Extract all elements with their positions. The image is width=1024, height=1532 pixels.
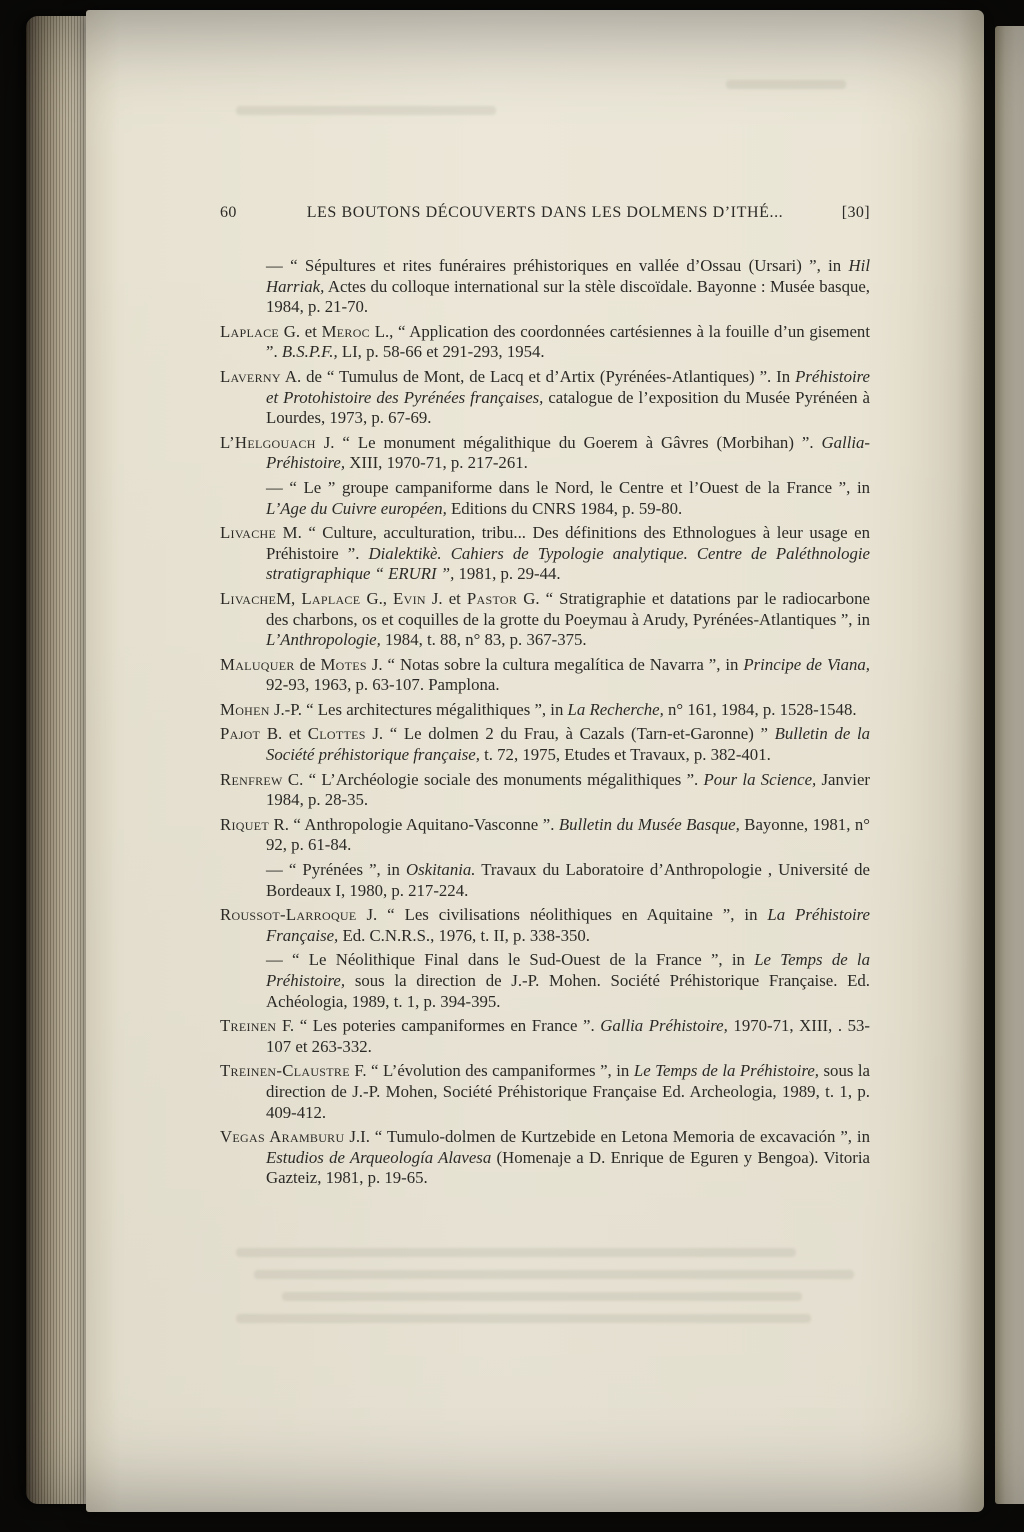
text-run: Gallia-Préhistoire, <box>266 432 870 473</box>
text-run: J. “ Les civilisations néolithiques en Aquitaine ”, in <box>356 905 768 925</box>
text-run: J. et <box>425 588 467 608</box>
text-run: Le Temps de la Préhistoire, <box>266 950 870 990</box>
page-header <box>220 204 870 222</box>
text-run: de <box>294 654 321 674</box>
text-run: Bayonne, 1981, n° 92, p. 61-84. <box>266 814 871 855</box>
text-run: F. “ Les poteries campaniformes en France ”. <box>276 1016 601 1036</box>
bibliography-entry <box>220 860 870 901</box>
bibliography-entry <box>220 367 870 429</box>
text-run: Pajot <box>220 724 261 744</box>
text-run: Riquet <box>220 814 269 834</box>
text-run: (Homenaje a D. Enrique de Eguren y Bengoa). Vitoria Gazteiz, 1981, p. 19-65. <box>266 1147 870 1188</box>
text-run: Mohen <box>220 699 270 719</box>
text-run: L’Helgouach <box>220 432 316 452</box>
text-run: J. “ Le dolmen 2 du Frau, à Cazals (Tarn-et-Garonne) ” <box>365 724 775 744</box>
text-run: La Préhistoire Française, <box>266 905 870 945</box>
text-run: M, <box>276 588 302 608</box>
text-run: 1984, t. 88, n° 83, p. 367-375. <box>380 630 587 650</box>
text-run: Motes <box>320 654 367 674</box>
bibliography-entry <box>220 770 870 811</box>
text-run: F. “ L’évolution des campaniformes ”, in <box>349 1061 634 1081</box>
showthrough-line <box>236 1314 811 1323</box>
text-run: La Recherche, <box>567 699 664 719</box>
text-run: — “ Sépultures et rites funéraires préhistoriques en vallée d’Ossau (Ursari) ”, in <box>266 256 849 275</box>
column-marker: [30] <box>841 204 870 221</box>
text-run: Clottes <box>307 724 366 744</box>
text-run: Le Temps de la Préhistoire, <box>633 1061 819 1081</box>
text-run: J.I. “ Tumulo-dolmen de Kurtzebide en Letona Memoria de excavación ”, in <box>344 1127 870 1147</box>
text-run: Bulletin du Musée Basque, <box>558 814 740 834</box>
text-run: Gallia Préhistoire, <box>600 1016 728 1036</box>
page-content <box>220 204 870 1193</box>
text-run: R. “ Anthropologie Aquitano-Vasconne ”. <box>268 814 559 834</box>
text-run: Editions du CNRS 1984, p. 59-80. <box>446 498 683 518</box>
text-run: catalogue de l’exposition du Musée Pyrénéen à Lourdes, 1973, p. 67-69. <box>266 387 870 428</box>
text-run: Laverny <box>220 366 281 386</box>
bibliography-entry <box>220 655 870 696</box>
showthrough-line <box>254 1270 854 1279</box>
text-run: G. et <box>279 321 322 341</box>
text-run: n° 161, 1984, p. 1528-1548. <box>663 699 857 719</box>
text-run: 92-93, 1963, p. 63-107. Pamplona. <box>266 675 500 695</box>
page-edges-stack <box>26 16 92 1504</box>
text-run: M. “ Culture, acculturation, tribu... Des définitions des Ethnologues à leur usage en Préhistoire ”. <box>266 523 870 563</box>
text-run: XIII, 1970-71, p. 217-261. <box>345 453 528 473</box>
text-run: L’Anthropologie, <box>266 630 381 650</box>
text-run: Pastor <box>466 588 518 608</box>
text-run: Janvier 1984, p. 28-35. <box>266 769 870 810</box>
text-run: Roussot-Larroque <box>220 905 357 925</box>
text-run: — “ Le Néolithique Final dans le Sud-Ouest de la France ”, in <box>266 950 755 970</box>
text-run: B. et <box>260 724 308 744</box>
text-run: Ed. C.N.R.S., 1976, t. II, p. 338-350. <box>338 925 590 945</box>
text-run: J.-P. “ Les architectures mégalithiques ”, in <box>269 699 568 719</box>
text-run: Livache <box>220 588 277 608</box>
text-run: — “ Pyrénées ”, in <box>266 860 406 880</box>
text-run: t. 72, 1975, Etudes et Travaux, p. 382-401. <box>479 745 771 765</box>
text-run: — “ Le ” groupe campaniforme dans le Nord, le Centre et l’Ouest de la France ”, in <box>266 477 870 497</box>
text-run: Principe de Viana, <box>743 654 870 674</box>
bibliography-entry <box>220 950 870 1012</box>
bibliography-entry <box>220 815 870 856</box>
showthrough-line <box>236 1248 796 1257</box>
text-run: G., <box>360 588 394 608</box>
text-run: 1970-71, XIII, . 53-107 et 263-332. <box>266 1016 870 1056</box>
text-run: Travaux du Laboratoire d’Anthropologie , Université de Bordeaux I, 1980, p. 217-224. <box>266 860 870 900</box>
text-run: Laplace <box>301 588 361 608</box>
bibliography-entry <box>220 433 870 474</box>
bibliography-entry <box>220 700 870 721</box>
bibliography-entry <box>220 256 870 318</box>
bibliography-entry <box>220 322 870 363</box>
text-run: Estudios de Arqueología Alavesa <box>266 1147 492 1167</box>
text-run: sous la direction de J.-P. Mohen, Société Préhistorique Française Ed. Archeologia, 1989, t. 1, p. 409-412. <box>266 1061 871 1122</box>
bibliography-entry <box>220 905 870 946</box>
text-run: G. “ Stratigraphie et datations par le radiocarbone des charbons, os et coquilles de la grotte du Poeymau à Arudy, Pyrénées-Atlantiques ”, in <box>266 588 871 629</box>
text-run: Treinen-Claustre <box>220 1061 350 1081</box>
text-run: Meroc <box>321 321 370 341</box>
showthrough-line <box>726 80 846 89</box>
bibliography-entry <box>220 1127 870 1189</box>
text-run: Treinen <box>220 1016 277 1036</box>
bibliography-entry <box>220 478 870 519</box>
text-run: Evin <box>393 588 426 608</box>
text-run: J. “ Le monument mégalithique du Goerem à Gâvres (Morbihan) ”. <box>315 432 822 452</box>
text-run: Livache <box>220 523 277 543</box>
page-number: 60 <box>220 204 237 221</box>
book-page <box>86 10 984 1512</box>
showthrough-line <box>282 1292 802 1301</box>
text-run: C. “ L’Archéologie sociale des monuments mégalithiques ”. <box>282 769 704 789</box>
text-run: Bulletin de la Société préhistorique française, <box>266 724 870 765</box>
bibliography-entry <box>220 1016 870 1057</box>
bibliography-entry <box>220 1061 870 1123</box>
text-run: LI, p. 58-66 et 291-293, 1954. <box>337 342 545 362</box>
text-run: Maluquer <box>220 654 295 674</box>
text-run: Oskitania. <box>406 860 476 880</box>
text-run: Hil Harriak, <box>266 256 870 296</box>
bibliography-entry <box>220 724 870 765</box>
text-run: Renfrew <box>220 769 283 789</box>
text-run: Pour la Science, <box>703 769 817 789</box>
text-run: B.S.P.F., <box>281 342 338 362</box>
bibliography-entry <box>220 523 870 585</box>
showthrough-line <box>236 106 496 115</box>
text-run: L’Age du Cuivre européen, <box>266 498 447 518</box>
text-run: J. “ Notas sobre la cultura megalítica de Navarra ”, in <box>366 654 744 674</box>
text-run: sous la direction de J.-P. Mohen. Société Préhistorique Française. Ed. Achéologia, 1989, t. 1, p. 394-395. <box>266 971 870 1011</box>
facing-page-edge <box>995 26 1024 1504</box>
running-title: LES BOUTONS DÉCOUVERTS DANS LES DOLMENS D’ITHÉ... <box>306 204 784 221</box>
text-run: Vegas Aramburu <box>220 1127 345 1147</box>
text-run: 1981, p. 29-44. <box>454 564 561 584</box>
text-run: Dialektikè. Cahiers de Typologie analytique. Centre de Paléthnologie stratigraphique “ ERURI ”, <box>266 543 870 584</box>
text-run: Laplace <box>220 321 280 341</box>
text-run: Préhistoire et Protohistoire des Pyrénées françaises, <box>266 366 870 407</box>
text-run: L., “ Application des coordonnées cartésiennes à la fouille d’un gisement ”. <box>266 321 870 362</box>
bibliography-list <box>220 256 870 1189</box>
text-run: A. de “ Tumulus de Mont, de Lacq et d’Artix (Pyrénées-Atlantiques) ”. In <box>280 366 796 386</box>
bibliography-entry <box>220 589 870 651</box>
text-run: Actes du colloque international sur la stèle discoïdale. Bayonne : Musée basque, 1984, p. 21-70. <box>266 276 870 317</box>
